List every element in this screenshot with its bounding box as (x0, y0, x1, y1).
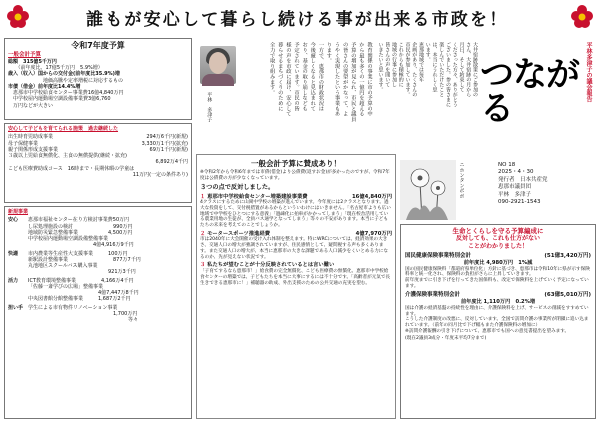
kosodate-item: 親子関係形成支援事業 (8, 146, 59, 153)
project-line: 恵那市福祉センター在り方検討事業費50万円 (28, 217, 130, 224)
dandelion-picture (400, 160, 456, 220)
right-line: 企画があり、たくさんの (411, 42, 418, 97)
kosodate-title: 安心して子どもを育てられる施策 過去継続した (8, 126, 119, 132)
kaigo-title: 介護保険事業特別会計 (405, 292, 461, 299)
kaigo-text: 国は介護の経済基盤の持続性を理由に、介護保険料を上げ、サービスの削減をすすめています。 (405, 305, 589, 317)
category-label: 活力 (8, 277, 19, 284)
kokuho-text: 国の国民健康保険料「都道府県単位化」方針に基づき、恵那市は令和10年に県が示す保険料率と統一化され、保険料の負担がさらに上昇していきます。 (405, 266, 590, 278)
banner-title: 誰もが安心して暮らし続ける事が出来る市政を！ (86, 10, 509, 30)
new-projects-box (4, 206, 192, 419)
kaigo-text: ※訪問介護報酬の引き下げについて、恵那市でも国への意見書提出を望みます。 (405, 328, 570, 334)
right-line: 月日、そして約束して (458, 42, 465, 92)
kaigo-change: 前年度比 1,110万円 0.2%増 (460, 299, 536, 306)
project-line: 4億7,447万8千円 (28, 290, 139, 296)
point-number: １ (200, 193, 206, 200)
flower-icon (4, 3, 32, 33)
person-name: 平林 多津子 (498, 191, 532, 198)
project-line: 新駅設計整備事業 877万7千円 (28, 256, 141, 263)
intro-line: の皆さんの要望がかなって、よ (341, 42, 348, 117)
intro-line: から最も多くの一億円を超える (357, 42, 364, 117)
budget-line: 恵那市中学校給食センター事業費16億4,840万円 (8, 90, 124, 97)
point-text: 市は2040年に大会開催の受け入れ体制を整えます。特にWRCについては、経済効果の大きさ、交通人口の増大が強調されていますが、住民感情として、疑問視する声も多くあります。また交通人口の増大が、本当に恵那市の大きな課題である人口減少をくいとめる力になるのか、先が見えない状況です。 (200, 237, 388, 260)
right-vertical-text (377, 42, 478, 154)
opposition-box (196, 154, 396, 419)
project-line: 中学校屋内運動場空調設備整備事業 (28, 236, 109, 242)
intro-vertical-text (242, 42, 372, 150)
kosodate-item: こども医療費助成コース 16時まで・長期休暇の学童は (8, 165, 135, 172)
dandelion-icon (400, 160, 456, 220)
kosodate-amount: 3,330万1千円(拡充) (141, 140, 188, 147)
publisher: 発行者 日本共産党 (498, 176, 548, 183)
footnote: (現在2議員3成分・年度末平均7分まで) (405, 336, 487, 342)
category-label: 快適 (8, 250, 19, 257)
kokuho-change: 前年度比 4,980万円 1%減 (463, 260, 533, 266)
category-label: 安心 (8, 217, 19, 224)
point-amount: 4億7,970万円 (355, 230, 392, 237)
life-subtitle: 反対しても、これも仕方がない (455, 235, 540, 243)
right-line: ございました。参の皆さまに (445, 42, 451, 107)
life-title: 生命とくらしを守る予算編成に (452, 227, 544, 235)
intro-line: 様の声を市政に届け、安心して (284, 42, 291, 117)
kosodate-amount: 69万1千円(新規) (149, 146, 188, 153)
kosodate-item: ３歳以上児給食無償化、主食の無償提供(継続・拡充) (8, 153, 127, 159)
point-text: 4クラスにするために山岡中学校の増築が進んでいます。今年度には2クラスとなります。過大な投資をして、交付税措置があるからといういわけにはいきません。「名古屋市よりも広い地域で中学校をひとつにする意義」「過疎化に拍車がかかってしまう」「現在校舎活用している農業用地の生徒が、全員バス通学となってしまう」等々の不安があります。本当に子どもたちの未来を考えてのことでしょうか。 (200, 200, 391, 229)
kosodate-box (4, 123, 192, 203)
phone: 090-2921-1543 (498, 199, 541, 206)
kosodate-amount: 11万円(一定の条件あり) (132, 171, 188, 178)
budget-line: 万円などが大きい (8, 102, 54, 109)
point-amount: 16億4,840万円 (351, 193, 392, 200)
right-line: 楽しんでいただけたこと (438, 42, 445, 97)
project-line: 921万3千円 (28, 269, 136, 276)
kaigo-amount: (63億5,010万円) (544, 292, 591, 299)
right-line: これからも積極的に (397, 42, 404, 87)
right-line: 市民が参加しています。 (404, 42, 411, 97)
general-budget-title: 一般会計予算 (8, 52, 42, 58)
budget-line: 中学校屋内運動場空調設備事業費3億6,760 (8, 96, 111, 103)
point-1 (200, 194, 392, 229)
budget-line: 歳入（収入）国からの交付金(前年度比35.9%)増 (8, 71, 120, 78)
logo: つながる (480, 55, 579, 129)
photo-caption: 平林 多津子 (206, 92, 213, 122)
kosodate-item: 出生時育児助成事業 (8, 134, 54, 141)
right-line: 地域の行事に参加し (391, 42, 397, 87)
project-line: 4億4,916万9千円 (28, 242, 134, 249)
issue-date: 2025・4・30 (498, 169, 534, 176)
intro-line: 一方で、恵那市の財政状況は (317, 42, 324, 111)
party-label: 平林多津子の議会報告 (585, 42, 592, 102)
kosodate-amount: 294万6千円(新規) (146, 134, 188, 141)
kokuho-amount: (51億3,420万円) (544, 253, 591, 260)
kokuho-text: 前年度までに引き下げを行ってきた国保料も、改定で保険料を上げていく予定になっています。 (405, 277, 589, 289)
kosodate-amount: 6,892万4千円 (155, 159, 188, 166)
point-title: モータースポーツ推進経費 (207, 230, 271, 237)
budget-line: （前年度比、17億5千万円 5.9%増） (8, 65, 103, 72)
right-line: くださった方々、ありがとう (451, 42, 458, 107)
budget-line: 地価高騰や定率増税に対応するもの (8, 77, 124, 84)
project-line: 中央図書館分館整備事業 1,687万2千円 (28, 296, 131, 303)
point-number: ２ (200, 230, 206, 237)
kosodate-item: 母子保健事業 (8, 140, 39, 147)
office: 恵那市議員団 (498, 184, 532, 191)
three-points-heading: ３つの点で反対しました。 (200, 183, 275, 191)
intro-line: 予算の増加が見られ、市民と議員 (349, 42, 356, 122)
project-line: ICT教育環境整備事業 4,166万4千円 (28, 277, 134, 284)
budget-box (4, 38, 192, 120)
right-line: 皆さんの声を聞いて (384, 42, 391, 87)
category-label: 担い手 (8, 304, 24, 311)
project-line: 地域防災緊急整備事業 4,500万円 (28, 229, 133, 236)
project-line: 学生による市有物件リノベーション事業 (28, 304, 118, 311)
budget-line: 市債（借金）前年度比14.4%増 (8, 83, 81, 90)
intro-line: 教育関係の事業に市の予算の中 (366, 42, 372, 117)
project-line: 市内農業等生産性大支援事業 100万円 (28, 250, 128, 257)
life-box (400, 224, 596, 419)
intro-line: うやく実現したという事業もあ (333, 42, 340, 117)
intro-line: おり、基金の取り崩しなども (301, 42, 308, 111)
intro-line: ります。 (325, 42, 332, 64)
point-title: 私たちが望むことが十分反映されているとは言い難い (207, 262, 335, 269)
point-number: ３ (200, 262, 206, 269)
project-line: 「佐藤一斎学びの広場」整備事業 (28, 283, 104, 290)
budget-heading: 令和7年度予算 (71, 41, 125, 50)
point-3 (200, 262, 392, 286)
issue-info (468, 162, 596, 207)
intro-line: 全力で取り組みます。 (268, 42, 275, 95)
right-line: 大井宿跡散策にご参加の (472, 42, 478, 97)
right-line: います。 (424, 42, 431, 62)
intro-line: 今後厳しくなると見込まれて (309, 42, 316, 111)
right-line: さん、大井宿跡の月から (465, 42, 472, 97)
budget-line: 総額 315億5千万円 (8, 58, 57, 65)
project-line: 丸池地区スクールバス購入事業 (28, 263, 98, 269)
right-line: いきたいと思います。 (377, 42, 384, 92)
right-line: 恵那地域では毎年 (418, 42, 424, 82)
project-line: 等々 (28, 317, 139, 323)
point-title: 恵那市中学校給食センター増築建設事業費 (207, 193, 308, 200)
life-subtitle-2: ことがわかりました！ (467, 242, 528, 250)
kokuho-title: 国民健康保険事業特別会計 (405, 253, 472, 260)
masthead (480, 40, 596, 160)
top-banner (0, 0, 600, 36)
project-line: し尿処理施設の検討 990万円 (28, 223, 133, 230)
opposition-note: ※令和2年から令和6年までは市債(借金)より公債費(返すお金)が多かったのですが、令和7年度は公債費の方が少なくなっています。 (200, 170, 390, 182)
intro-line: 予定されています。市民の皆 (293, 42, 300, 111)
issue-number: NO 18 (498, 162, 516, 168)
point-2 (200, 231, 392, 261)
intro-line: 暮らせるまちづくりのために (276, 42, 283, 111)
flower-icon (568, 3, 596, 33)
project-line: 1,700万円 (28, 310, 138, 317)
right-line: は、本当にうれしく思 (431, 42, 438, 92)
profile-photo (198, 44, 238, 88)
new-projects-title: 新規事業 (8, 209, 29, 215)
kaigo-text: こうした介護制度の改悪に、反対しています。全国で訪問介護の事業所が閉鎖に追い込まれています。（前年の同月比で下げ幅もまた介護保険料の増加に） (405, 317, 589, 329)
point-text: 「子育てするなら恵那市！」給食費の完全無償化、こども医療費の無償化、恵那市中学校給食センターの増築では、子どもたちを本当に大事にするには不十分です。「高齢者が元気で長生きできる恵那市に！」補聴器の助成、外出支援のための公共交通の充実を望む。 (200, 269, 391, 286)
opposition-title: 一般会計予算に賛成あり！ (251, 159, 341, 168)
flower-label: ニホンタンポポ (458, 162, 465, 199)
